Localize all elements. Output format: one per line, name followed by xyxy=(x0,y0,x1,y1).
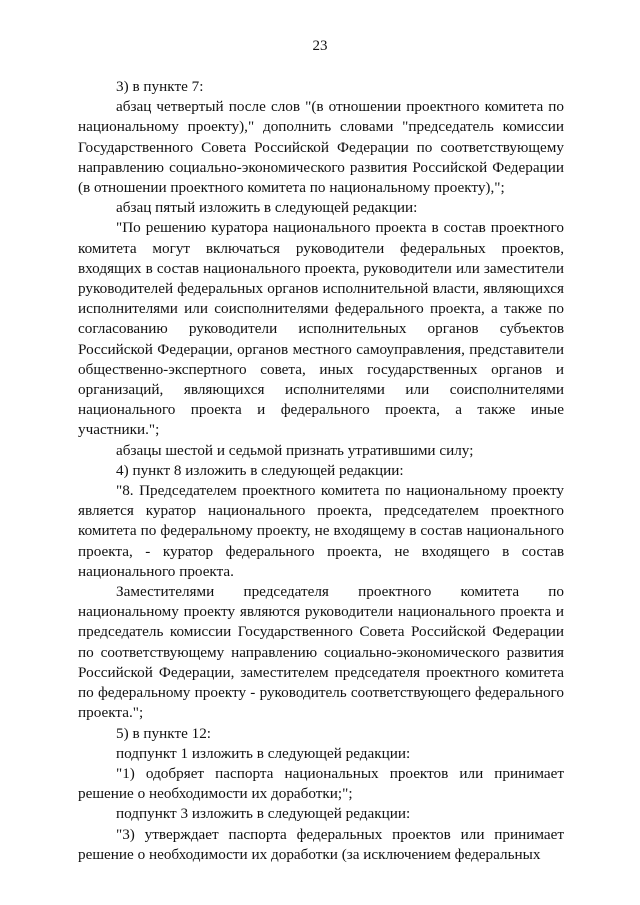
paragraph: "1) одобряет паспорта национальных проектов или принимает решение о необходимости их доработки;"; xyxy=(78,764,564,803)
paragraph: подпункт 3 изложить в следующей редакции: xyxy=(116,805,411,823)
paragraph: абзац четвертый после слов "(в отношении проектного комитета по национальному проекту)," дополнить словами "председатель комиссии Государственного Совета Российской Федерации по соответствующему направлению социально-экономического развития Российской Федерации (в отношении проектного комитета по национальному проекту),"; xyxy=(78,98,564,197)
paragraph: подпункт 1 изложить в следующей редакции: xyxy=(116,744,411,762)
document-body xyxy=(78,77,564,865)
paragraph: 4) пункт 8 изложить в следующей редакции: xyxy=(116,461,404,479)
paragraph: "8. Председателем проектного комитета по национальному проекту является куратор национального проекта, председателем проектного комитета по федеральному проекту, не входящему в состав национального проекта, - куратор федерального проекта, не входящего в состав национального проекта. xyxy=(78,482,564,580)
paragraph: абзац пятый изложить в следующей редакции: xyxy=(116,199,418,217)
paragraph: 5) в пункте 12: xyxy=(116,724,212,742)
paragraph: "3) утверждает паспорта федеральных проектов или принимает решение о необходимости их доработки (за исключением федеральных xyxy=(78,825,564,863)
paragraph: "По решению куратора национального проекта в состав проектного комитета могут включаться руководители федеральных проектов, входящих в состав национального проекта, руководители или заместители руководителей федеральных органов исполнительной власти, являющихся исполнителями или соисполнителями федерального проекта, а также по согласованию руководители исполнительных органов субъектов Российской Федерации, органов местного самоуправления, представители общественно-экспертного совета, иных государственных органов и организаций, являющихся исполнителями или соисполнителями национального проекта и федерального проекта, а также иные участники."; xyxy=(78,219,564,439)
paragraph: Заместителями председателя проектного комитета по национальному проекту являются руководители национального проекта и председатель комиссии Государственного Совета Российской Федерации по соответствующему направлению социально-экономического развития Российской Федерации, заместителем председателя проектного комитета по федеральному проекту - руководитель соответствующего федерального проекта."; xyxy=(78,583,564,722)
paragraph: 3) в пункте 7: xyxy=(116,78,204,95)
page-number: 23 xyxy=(312,38,328,54)
paragraph: абзацы шестой и седьмой признать утратившими силу; xyxy=(116,441,474,459)
